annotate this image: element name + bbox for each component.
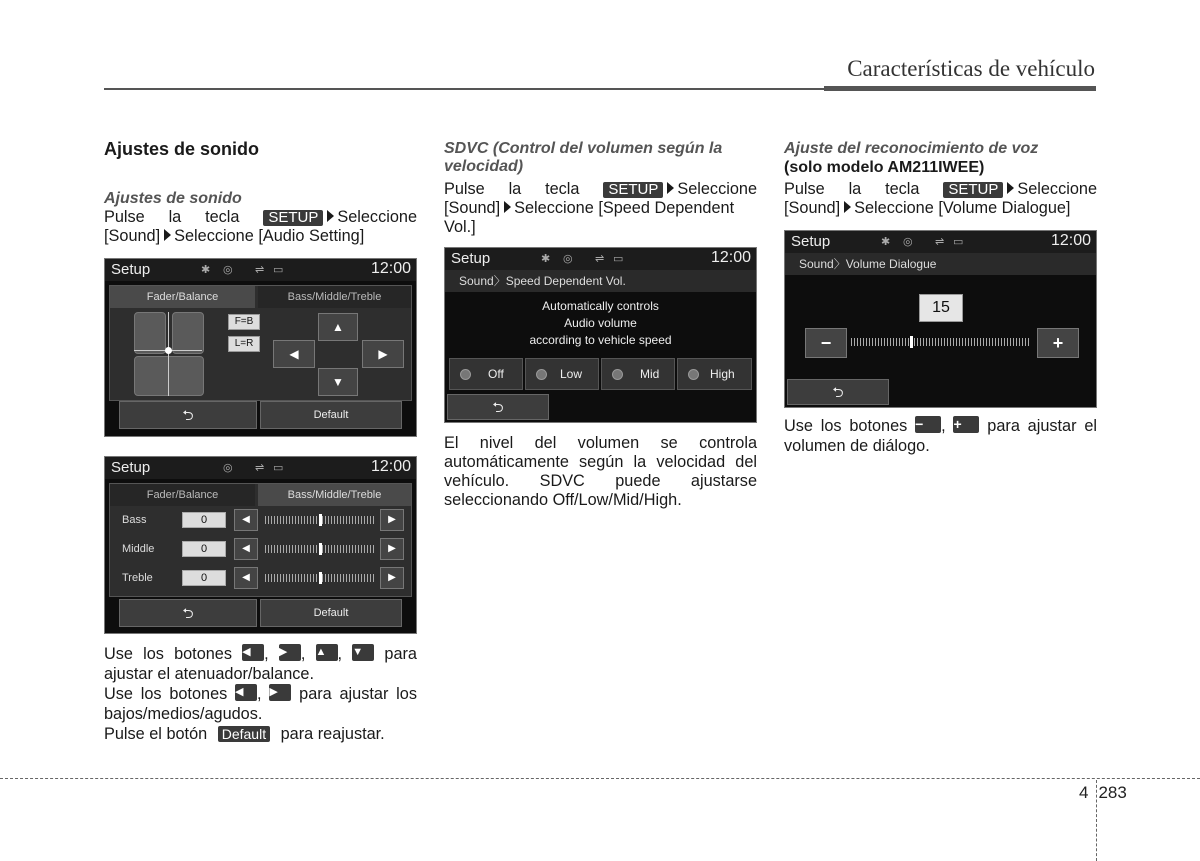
arrow-right-icon — [327, 210, 334, 222]
instruction-line-1 — [104, 208, 417, 227]
instruction-line-2 — [444, 199, 757, 218]
instruction-line-1 — [784, 180, 1097, 199]
screen-title: Setup — [111, 261, 151, 278]
bass-value: 0 — [182, 512, 226, 528]
info-line-2: Audio volume — [564, 316, 637, 330]
sound-position-marker[interactable] — [165, 347, 172, 354]
volume-slider[interactable] — [851, 338, 1031, 346]
back-button[interactable]: ⮌ — [787, 379, 889, 405]
status-bar — [785, 231, 1096, 253]
text: Pulse la tecla — [444, 180, 580, 198]
left-arrow-icon: ◀ — [235, 684, 257, 701]
header-rule-accent — [824, 86, 1096, 91]
usb-icon: ⇌ — [255, 462, 265, 474]
arrow-right-icon — [844, 201, 851, 213]
column-voice-recognition — [784, 140, 1097, 218]
bass-slider-thumb[interactable] — [319, 514, 322, 526]
note-line-1: Use los botones − , + para ajustar el — [784, 416, 1098, 435]
radio-indicator-icon — [536, 369, 547, 380]
page-header-title: Características de vehículo — [847, 56, 1095, 81]
plus-icon: + — [953, 416, 979, 433]
usb-icon: ⇌ — [255, 264, 265, 276]
balance-line — [168, 312, 169, 396]
info-line-3: according to vehicle speed — [529, 333, 672, 347]
row-label-middle: Middle — [122, 543, 155, 555]
text: Seleccione [Audio Setting] — [174, 227, 365, 245]
text: Pulse la tecla — [784, 180, 920, 198]
page-number-value: 283 — [1098, 783, 1127, 802]
tab-fader-balance[interactable]: Fader/Balance — [110, 484, 255, 506]
disc-icon: ◎ — [223, 264, 233, 276]
aux-icon: ▭ — [953, 236, 964, 248]
screen-bass-middle-treble — [104, 456, 417, 634]
setup-key-tag: SETUP — [263, 210, 323, 226]
treble-slider-thumb[interactable] — [319, 572, 322, 584]
text: Seleccione — [337, 208, 417, 226]
chapter-number: 4 — [1079, 783, 1089, 802]
clock: 12:00 — [370, 458, 411, 475]
tab-bass-middle-treble[interactable]: Bass/Middle/Treble — [258, 286, 411, 308]
arrow-right-icon — [504, 201, 511, 213]
voice-volume-notes — [784, 416, 1097, 456]
bass-decrease-button[interactable]: ◀ — [234, 509, 258, 531]
text: Use los botones — [104, 645, 233, 663]
page-number — [1079, 783, 1127, 803]
left-button[interactable]: ◀ — [273, 340, 315, 368]
default-button[interactable]: Default — [260, 599, 402, 627]
text: Use los botones — [104, 685, 228, 703]
arrow-right-icon — [667, 182, 674, 194]
model-note: (solo modelo AM211IWEE) — [784, 159, 985, 176]
balance-value: L=R — [228, 336, 260, 352]
screen-volume-dialogue — [784, 230, 1097, 408]
right-button[interactable]: ▶ — [362, 340, 404, 368]
tab-fader-balance[interactable]: Fader/Balance — [110, 286, 255, 308]
text: Use los botones — [784, 417, 908, 435]
aux-icon: ▭ — [613, 253, 624, 265]
front-left-seat — [134, 312, 166, 354]
info-message — [445, 298, 756, 349]
text: Pulse el botón — [104, 725, 208, 743]
volume-value: 15 — [919, 294, 963, 322]
setup-key-tag: SETUP — [943, 182, 1003, 198]
tab-bass-middle-treble[interactable]: Bass/Middle/Treble — [258, 484, 411, 506]
usb-icon: ⇌ — [595, 253, 605, 265]
clock: 12:00 — [710, 249, 751, 266]
bass-increase-button[interactable]: ▶ — [380, 509, 404, 531]
status-bar — [445, 248, 756, 270]
aux-icon: ▭ — [273, 264, 284, 276]
bluetooth-icon: ✱ — [881, 236, 891, 248]
header-rule — [104, 88, 824, 90]
volume-decrease-button[interactable]: − — [805, 328, 847, 358]
note-line-2: ajustar el atenuador/balance. — [104, 665, 314, 683]
radio-indicator-icon — [460, 369, 471, 380]
radio-indicator-icon — [612, 369, 623, 380]
settings-panel — [109, 483, 412, 597]
note-line-4: bajos/medios/agudos. — [104, 705, 263, 723]
note-line-1: Use los botones ◀ , ▶ , ▲ , ▼ para — [104, 645, 417, 663]
fader-value: F=B — [228, 314, 260, 330]
text: [Sound] — [444, 199, 501, 217]
option-label: Low — [560, 367, 583, 381]
text: Seleccione — [1017, 180, 1097, 198]
disc-icon: ◎ — [903, 236, 913, 248]
rear-seat — [134, 356, 204, 396]
text: [Sound] — [784, 199, 841, 217]
treble-increase-button[interactable]: ▶ — [380, 567, 404, 589]
down-button[interactable]: ▼ — [318, 368, 358, 396]
text: [Sound] — [104, 227, 161, 245]
status-bar — [105, 259, 416, 281]
section-heading: SDVC (Control del volumen según la velocidad) — [444, 140, 723, 175]
screen-speed-dependent-volume — [444, 247, 757, 423]
disc-icon: ◎ — [563, 253, 573, 265]
setup-key-tag: SETUP — [603, 182, 663, 198]
arrow-right-icon — [1007, 182, 1014, 194]
screen-title: Setup — [111, 459, 151, 476]
screen-title: Setup — [451, 250, 491, 267]
aux-icon: ▭ — [273, 462, 284, 474]
middle-increase-button[interactable]: ▶ — [380, 538, 404, 560]
left-arrow-icon: ◀ — [242, 644, 264, 661]
option-off[interactable] — [449, 358, 523, 390]
option-label: Off — [488, 367, 504, 381]
volume-increase-button[interactable]: + — [1037, 328, 1079, 358]
text: Seleccione — [677, 180, 757, 198]
section-heading: Ajustes de sonido — [104, 139, 260, 159]
middle-slider-thumb[interactable] — [319, 543, 322, 555]
option-low[interactable] — [525, 358, 599, 390]
volume-slider-thumb[interactable] — [910, 336, 913, 348]
arrow-right-icon — [164, 229, 171, 241]
text: Seleccione [Volume Dialogue] — [854, 199, 1071, 217]
option-label: High — [710, 367, 735, 381]
back-button[interactable]: ⮌ — [119, 401, 257, 429]
option-high[interactable] — [677, 358, 752, 390]
note-line-2: volumen de diálogo. — [784, 437, 930, 455]
row-label-bass: Bass — [122, 514, 147, 526]
middle-value: 0 — [182, 541, 226, 557]
back-button[interactable]: ⮌ — [447, 394, 549, 420]
radio-indicator-icon — [688, 369, 699, 380]
up-arrow-icon: ▲ — [316, 644, 338, 661]
default-button[interactable]: Default — [260, 401, 402, 429]
column-sound-settings — [104, 140, 417, 246]
right-arrow-icon: ▶ — [269, 684, 291, 701]
middle-decrease-button[interactable]: ◀ — [234, 538, 258, 560]
clock: 12:00 — [1050, 232, 1091, 249]
text: para ajustar el — [987, 417, 1098, 435]
treble-decrease-button[interactable]: ◀ — [234, 567, 258, 589]
sdvc-description: El nivel del volumen se controla automáticamente según la velocidad del vehículo. SDVC puede ajustarse seleccionando Off/Low/Mid/High. — [444, 434, 757, 509]
default-tag: Default — [218, 726, 270, 742]
disc-icon: ◎ — [223, 462, 233, 474]
front-right-seat — [172, 312, 204, 354]
status-bar — [105, 457, 416, 479]
settings-panel — [109, 285, 412, 401]
bluetooth-icon: ✱ — [201, 264, 211, 276]
note-line-5 — [104, 724, 417, 744]
usb-icon: ⇌ — [935, 236, 945, 248]
text: para ajustar los — [299, 685, 417, 703]
footer-rule — [0, 778, 1200, 779]
up-button[interactable]: ▲ — [318, 313, 358, 341]
column-sound-settings-notes — [104, 644, 417, 744]
info-line-1: Automatically controls — [542, 299, 659, 313]
note-line-3: Use los botones ◀ , ▶ para ajustar los — [104, 685, 417, 703]
sdvc-options — [449, 358, 752, 388]
treble-value: 0 — [182, 570, 226, 586]
option-mid[interactable] — [601, 358, 675, 390]
text: Seleccione [Speed Dependent — [514, 199, 735, 217]
instruction-line-1 — [444, 180, 757, 199]
option-label: Mid — [640, 367, 660, 381]
instruction-line-2 — [784, 199, 1097, 218]
clock: 12:00 — [370, 260, 411, 277]
text: Pulse la tecla — [104, 208, 240, 226]
screen-title: Setup — [791, 233, 831, 250]
column-sdvc — [444, 140, 757, 237]
instruction-line-3: Vol.] — [444, 218, 476, 236]
row-label-treble: Treble — [122, 572, 153, 584]
right-arrow-icon: ▶ — [279, 644, 301, 661]
breadcrumb: Sound〉Volume Dialogue — [785, 253, 1097, 275]
minus-icon: − — [915, 416, 941, 433]
bluetooth-icon: ✱ — [541, 253, 551, 265]
section-heading: Ajuste del reconocimiento de voz — [784, 140, 1039, 157]
instruction-line-2 — [104, 227, 417, 246]
back-button[interactable]: ⮌ — [119, 599, 257, 627]
down-arrow-icon: ▼ — [352, 644, 374, 661]
subheading: Ajustes de sonido — [104, 190, 242, 207]
screen-fader-balance — [104, 258, 417, 437]
breadcrumb: Sound〉Speed Dependent Vol. — [445, 270, 757, 292]
text: para — [384, 645, 417, 663]
text: para reajustar. — [280, 725, 385, 743]
